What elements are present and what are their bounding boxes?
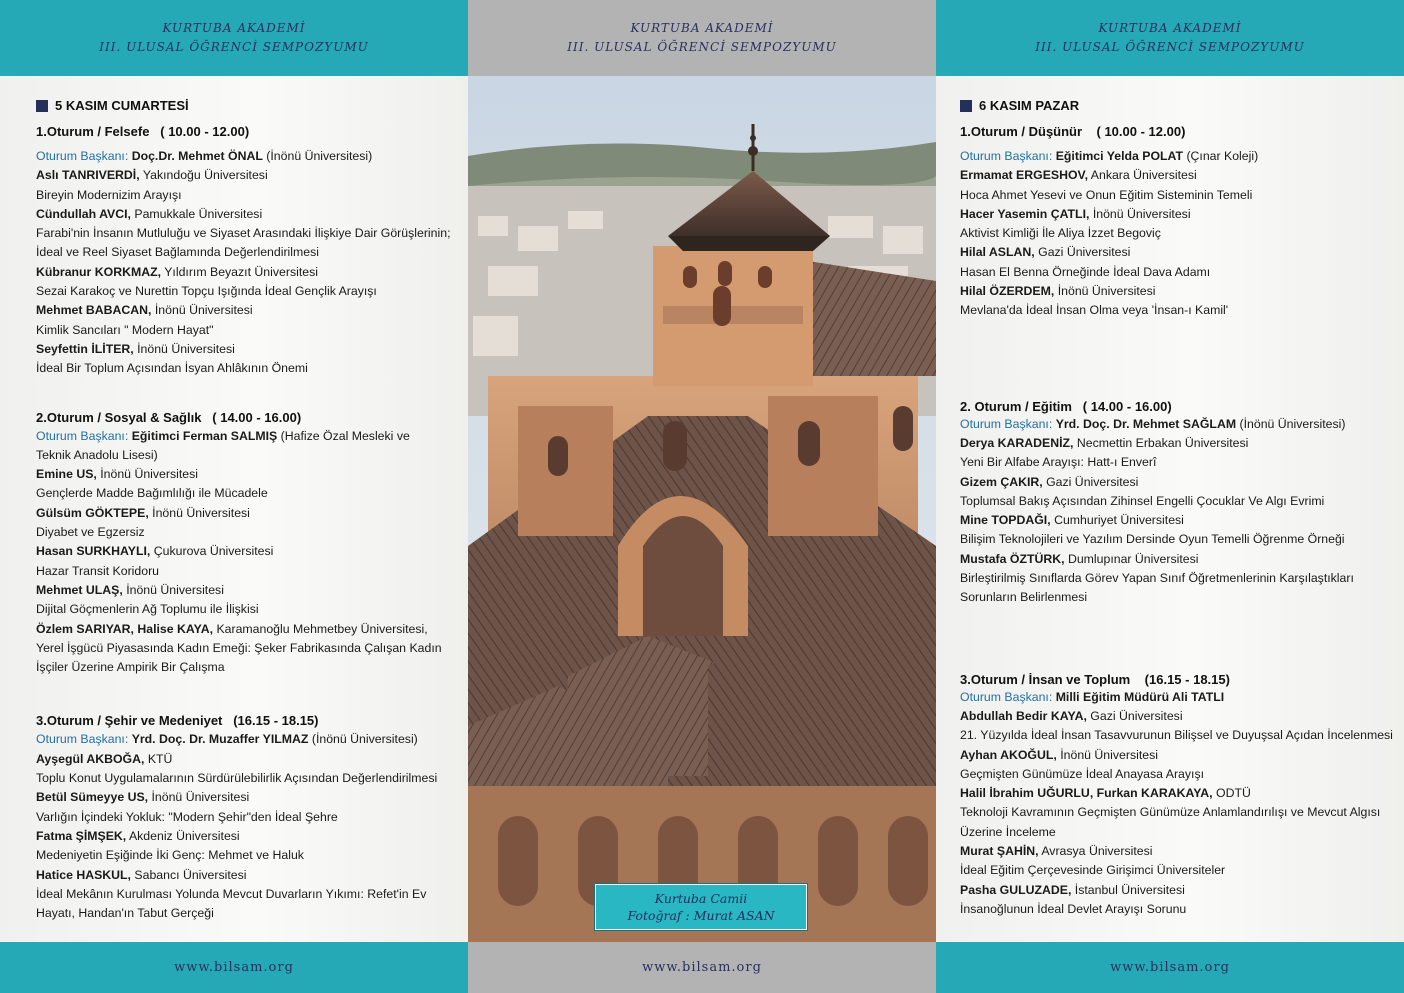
speaker: Ayşegül AKBOĞA, KTÜ xyxy=(36,751,173,766)
session-title: 3.Oturum / İnsan ve Toplum (16.15 - 18.15) xyxy=(960,671,1230,687)
speaker: Gizem ÇAKIR, Gazi Üniversitesi xyxy=(960,474,1139,489)
middle-panel xyxy=(468,0,936,993)
talk-title: Yerel İşgücü Piyasasında Kadın Emeği: Şeker Fabrikasında Çalışan Kadın xyxy=(36,640,442,655)
header-line-1: KURTUBA AKADEMİ xyxy=(630,21,774,35)
talk-title: Aktivist Kimliği İle Aliya İzzet Begoviç xyxy=(960,226,1161,241)
speaker: Emine US, İnönü Üniversitesi xyxy=(36,467,198,482)
talk-title: Geçmişten Günümüze İdeal Anayasa Arayışı xyxy=(960,766,1205,781)
talk-title-cont: Hayatı, Handan'ın Tabut Gerçeği xyxy=(36,906,214,921)
header-line-2: III. ULUSAL ÖĞRENCİ SEMPOZYUMU xyxy=(1035,40,1305,54)
speaker: Murat ŞAHİN, Avrasya Üniversitesi xyxy=(960,844,1153,859)
photo-caption xyxy=(595,884,807,930)
speaker: Halil İbrahim UĞURLU, Furkan KARAKAYA, ODTÜ xyxy=(960,786,1251,801)
talk-title: Kimlik Sancıları " Modern Hayat" xyxy=(36,322,214,337)
talk-title: Farabi'nin İnsanın Mutluluğu ve Siyaset Arasındaki İlişkiye Dair Görüşlerinin; xyxy=(36,226,451,241)
talk-title-cont: İşçiler Üzerine Ampirik Bir Çalışma xyxy=(36,660,225,675)
speaker: Aslı TANRIVERDİ, Yakındoğu Üniversitesi xyxy=(36,168,268,183)
day-heading: 6 KASIM PAZAR xyxy=(960,98,1396,113)
speaker: Hilal ÖZERDEM, İnönü Üniversitesi xyxy=(960,284,1156,299)
footer-url[interactable]: www.bilsam.org xyxy=(642,960,762,975)
mosque-photo xyxy=(468,76,936,942)
talk-title: Dijital Göçmenlerin Ağ Toplumu ile İlişkisi xyxy=(36,602,259,617)
talk-title: Birleştirilmiş Sınıflarda Görev Yapan Sınıf Öğretmenlerinin Karşılaştıkları xyxy=(960,571,1354,586)
left-footer xyxy=(0,942,468,993)
speaker: Seyfettin İLİTER, İnönü Üniversitesi xyxy=(36,341,235,356)
session-chair: Oturum Başkanı: Yrd. Doç. Dr. Muzaffer YILMAZ (İnönü Üniversitesi) xyxy=(36,732,418,747)
talk-title-cont: Sorunların Belirlenmesi xyxy=(960,590,1088,605)
session-1 xyxy=(36,124,452,379)
session-1 xyxy=(960,124,1396,321)
talk-title: İdeal Eğitim Çerçevesinde Girişimci Üniversiteler xyxy=(960,863,1226,878)
speaker: Derya KARADENİZ, Necmettin Erbakan Üniversitesi xyxy=(960,435,1249,450)
session-chair-cont: Teknik Anadolu Lisesi) xyxy=(36,447,158,462)
talk-title: 21. Yüzyılda İdeal İnsan Tasavvurunun Bilişsel ve Duyuşsal Açıdan İncelenmesi xyxy=(960,728,1393,743)
session-chair: Oturum Başkanı: Yrd. Doç. Dr. Mehmet SAĞLAM (İnönü Üniversitesi) xyxy=(960,416,1346,431)
footer-url[interactable]: www.bilsam.org xyxy=(1110,960,1230,975)
square-bullet-icon xyxy=(960,100,972,112)
footer-url[interactable]: www.bilsam.org xyxy=(174,960,294,975)
mosque-illustration xyxy=(468,76,936,942)
left-body xyxy=(0,76,468,942)
right-body xyxy=(936,76,1404,942)
talk-title: Varlığın İçindeki Yokluk: "Modern Şehir"den İdeal Şehre xyxy=(36,809,338,824)
right-panel xyxy=(936,0,1404,993)
header-line-2: III. ULUSAL ÖĞRENCİ SEMPOZYUMU xyxy=(99,40,369,54)
right-footer xyxy=(936,942,1404,993)
right-content xyxy=(960,98,1396,919)
session-2 xyxy=(36,410,452,678)
left-header xyxy=(0,0,468,76)
speaker: Abdullah Bedir KAYA, Gazi Üniversitesi xyxy=(960,708,1183,723)
session-chair: Oturum Başkanı: Milli Eğitim Müdürü Ali TATLI xyxy=(960,689,1225,704)
caption-line-1: Kurtuba Camii xyxy=(654,891,748,906)
session-3 xyxy=(36,713,452,923)
speaker: Kübranur KORKMAZ, Yıldırım Beyazıt Üniversitesi xyxy=(36,264,318,279)
header-line-1: KURTUBA AKADEMİ xyxy=(162,21,306,35)
speaker: Mehmet ULAŞ, İnönü Üniversitesi xyxy=(36,582,224,597)
speaker: Cündullah AVCI, Pamukkale Üniversitesi xyxy=(36,206,263,221)
session-2 xyxy=(960,399,1396,608)
session-3 xyxy=(960,672,1396,920)
talk-title: Bireyin Modernizim Arayışı xyxy=(36,187,182,202)
talk-title: Mevlana'da İdeal İnsan Olma veya 'İnsan-ı Kamil' xyxy=(960,303,1229,318)
caption-line-2: Fotoğraf : Murat ASAN xyxy=(627,908,775,923)
speaker: Mustafa ÖZTÜRK, Dumlupınar Üniversitesi xyxy=(960,551,1199,566)
talk-title: İnsanoğlunun İdeal Devlet Arayışı Sorunu xyxy=(960,901,1187,916)
talk-title: Bilişim Teknolojileri ve Yazılım Dersinde Oyun Temelli Öğrenme Örneği xyxy=(960,532,1345,547)
speaker: Fatma ŞİMŞEK, Akdeniz Üniversitesi xyxy=(36,828,240,843)
session-title: 3.Oturum / Şehir ve Medeniyet (16.15 - 18.15) xyxy=(36,713,319,729)
speaker: Mehmet BABACAN, İnönü Üniversitesi xyxy=(36,303,253,318)
talk-title: İdeal Bir Toplum Açısından İsyan Ahlâkının Önemi xyxy=(36,361,308,376)
talk-title: Toplu Konut Uygulamalarının Sürdürülebilirlik Açısından Değerlendirilmesi xyxy=(36,771,438,786)
session-title: 2. Oturum / Eğitim ( 14.00 - 16.00) xyxy=(960,398,1172,414)
talk-title: Hoca Ahmet Yesevi ve Onun Eğitim Sisteminin Temeli xyxy=(960,187,1253,202)
middle-header xyxy=(468,0,936,76)
header-line-2: III. ULUSAL ÖĞRENCİ SEMPOZYUMU xyxy=(567,40,837,54)
header-line-1: KURTUBA AKADEMİ xyxy=(1098,21,1242,35)
speaker: Betül Sümeyye US, İnönü Üniversitesi xyxy=(36,790,250,805)
talk-title: Hasan El Benna Örneğinde İdeal Dava Adamı xyxy=(960,264,1211,279)
talk-title: Hazar Transit Koridoru xyxy=(36,563,160,578)
middle-footer xyxy=(468,942,936,993)
square-bullet-icon xyxy=(36,100,48,112)
speaker: Ayhan AKOĞUL, İnönü Üniversitesi xyxy=(960,747,1158,762)
right-header xyxy=(936,0,1404,76)
session-chair: Oturum Başkanı: Doç.Dr. Mehmet ÖNAL (İnönü Üniversitesi) xyxy=(36,149,373,163)
talk-title: Medeniyetin Eşiğinde İki Genç: Mehmet ve Haluk xyxy=(36,848,304,863)
speaker: Hacer Yasemin ÇATLI, İnönü Üniversitesi xyxy=(960,206,1191,221)
session-title: 2.Oturum / Sosyal & Sağlık ( 14.00 - 16.00) xyxy=(36,409,302,425)
left-content xyxy=(36,98,452,923)
talk-title: Toplumsal Bakış Açısından Zihinsel Engelli Çocuklar Ve Algı Evrimi xyxy=(960,493,1325,508)
speaker: Özlem SARIYAR, Halise KAYA, Karamanoğlu Mehmetbey Üniversitesi, xyxy=(36,621,428,636)
talk-title: Diyabet ve Egzersiz xyxy=(36,525,145,540)
session-title: 1.Oturum / Felsefe ( 10.00 - 12.00) xyxy=(36,124,250,139)
talk-title: Gençlerde Madde Bağımlılığı ile Mücadele xyxy=(36,486,268,501)
talk-title: Yeni Bir Alfabe Arayışı: Hatt-ı Enverî xyxy=(960,455,1157,470)
session-title: 1.Oturum / Düşünür ( 10.00 - 12.00) xyxy=(960,124,1186,139)
day-heading: 5 KASIM CUMARTESİ xyxy=(36,98,452,113)
talk-title: İdeal Mekânın Kurulması Yolunda Mevcut Duvarların Yıkımı: Refet'in Ev xyxy=(36,886,427,901)
talk-title: Teknoloji Kavramının Geçmişten Günümüze Anlamlandırılışı ve Mevcut Algısı xyxy=(960,805,1381,820)
talk-title: Sezai Karakoç ve Nurettin Topçu Işığında İdeal Gençlik Arayışı xyxy=(36,284,377,299)
speaker: Hatice HASKUL, Sabancı Üniversitesi xyxy=(36,867,247,882)
speaker: Hilal ASLAN, Gazi Üniversitesi xyxy=(960,245,1131,260)
session-chair: Oturum Başkanı: Eğitimci Yelda POLAT (Çınar Koleji) xyxy=(960,149,1259,163)
session-chair: Oturum Başkanı: Eğitimci Ferman SALMIŞ (Hafize Özal Mesleki ve xyxy=(36,428,410,443)
speaker: Hasan SURKHAYLI, Çukurova Üniversitesi xyxy=(36,544,274,559)
talk-title-cont: Üzerine İnceleme xyxy=(960,824,1056,839)
talk-title-cont: İdeal ve Reel Siyaset Bağlamında Değerlendirilmesi xyxy=(36,245,319,260)
speaker: Pasha GULUZADE, İstanbul Üniversitesi xyxy=(960,882,1185,897)
left-panel xyxy=(0,0,468,993)
speaker: Gülsüm GÖKTEPE, İnönü Üniversitesi xyxy=(36,505,250,520)
speaker: Ermamat ERGESHOV, Ankara Üniversitesi xyxy=(960,168,1197,183)
speaker: Mine TOPDAĞI, Cumhuriyet Üniversitesi xyxy=(960,513,1184,528)
